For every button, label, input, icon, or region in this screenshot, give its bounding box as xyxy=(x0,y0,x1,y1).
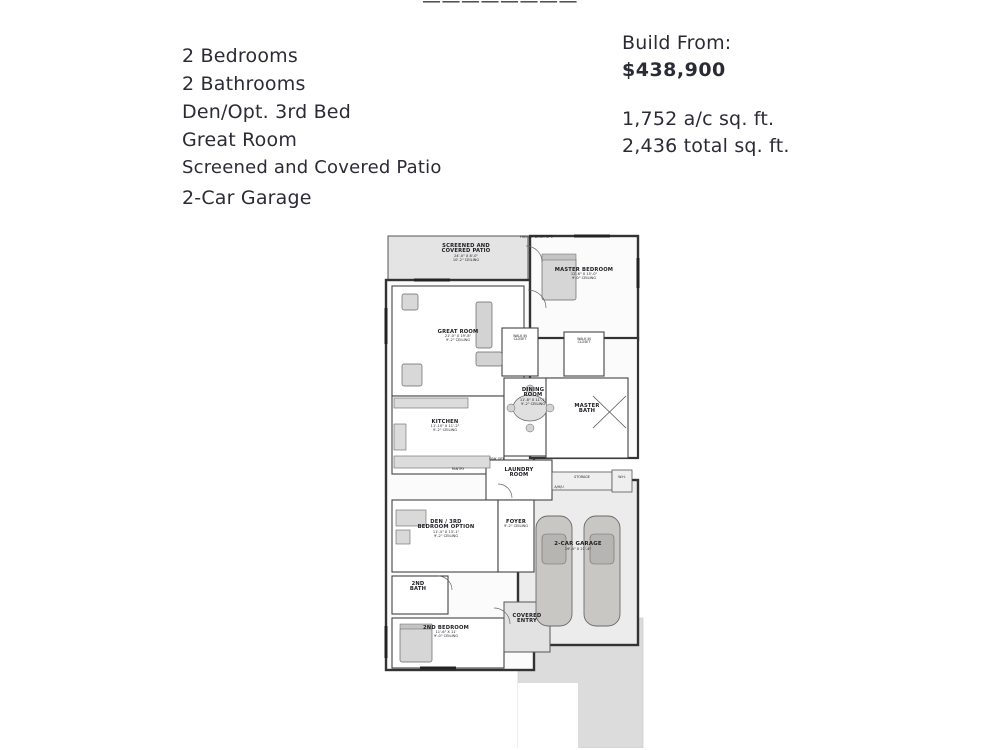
label-french-door-opt: FRENCH DOOR OPT. xyxy=(520,235,553,239)
label-second-bedroom: 2ND BEDROOM 11'-6" X 11' 9'-0" CEILING xyxy=(422,625,470,639)
label-screened-patio: SCREENED AND COVERED PATIO 24'-0" X 8'-0" 10'-2" CEILING xyxy=(441,243,491,262)
feature-item: 2-Car Garage xyxy=(182,187,312,209)
label-great-room: GREAT ROOM 21'-0" X 19'-8" 9'-2" CEILING xyxy=(437,329,479,343)
sofa xyxy=(476,302,492,348)
walk-in-closet-2 xyxy=(564,332,604,376)
square-footage xyxy=(622,106,790,160)
dining-chair xyxy=(507,404,515,412)
feature-item: Screened and Covered Patio xyxy=(182,157,442,178)
feature-item: Great Room xyxy=(182,129,298,151)
den-desk xyxy=(396,510,426,526)
feature-item: 2 Bedrooms xyxy=(182,45,298,67)
floorplan-diagram xyxy=(378,228,648,748)
water-heater-area xyxy=(612,470,632,492)
loveseat xyxy=(476,352,502,366)
build-from-label: Build From: xyxy=(622,32,732,54)
dining-table xyxy=(513,395,547,421)
label-sink-opt: SINK OPT. xyxy=(489,457,505,461)
chair xyxy=(402,294,418,310)
kitchen-counter xyxy=(394,398,468,408)
walk-in-closet-1 xyxy=(502,328,538,376)
patio-slab xyxy=(388,236,528,284)
foyer-walls xyxy=(498,500,534,572)
label-covered-entry: COVERED ENTRY xyxy=(512,613,542,625)
kitchen-island xyxy=(394,456,490,468)
pricing-block xyxy=(622,30,790,160)
dining-chair xyxy=(546,404,554,412)
label-master-bath: MASTER BATH xyxy=(574,403,600,415)
label-pantry: PANTRY xyxy=(451,467,465,471)
refrigerator xyxy=(394,424,406,450)
floorplan-svg xyxy=(378,228,648,748)
label-kitchen: KITCHEN 11'-10" X 11'-2" 9'-2" CEILING xyxy=(430,419,460,433)
den-chair xyxy=(396,530,410,544)
feature-item: 2 Bathrooms xyxy=(182,73,306,95)
total-sqft: 2,436 total sq. ft. xyxy=(622,135,790,157)
car-right xyxy=(584,516,620,626)
label-master-bedroom: MASTER BEDROOM 12'-6" X 15'-0" 9'-0" CEILING xyxy=(554,267,614,281)
label-dining-room: DINING ROOM 11'-8" X 11'-1" 9'-2" CEILING xyxy=(519,387,547,406)
label-laundry-room: LAUNDRY ROOM xyxy=(504,467,534,479)
car-left xyxy=(536,516,572,626)
label-storage: STORAGE xyxy=(574,475,590,479)
master-headboard xyxy=(542,254,576,260)
car-right-cabin xyxy=(590,534,614,564)
label-den-third-bedroom: DEN / 3RD BEDROOM OPTION 11'-4" X 13'-1" 9'-2" CEILING xyxy=(417,519,475,538)
armchair xyxy=(402,364,422,386)
label-walk-in-closet-1: WALK IN CLOSET xyxy=(513,334,527,342)
ac-sqft: 1,752 a/c sq. ft. xyxy=(622,108,775,130)
second-bed xyxy=(400,628,432,662)
second-bath-walls xyxy=(392,576,448,614)
master-bed xyxy=(542,258,576,300)
feature-item: Den/Opt. 3rd Bed xyxy=(182,101,351,123)
page-title-cropped xyxy=(0,0,1000,4)
label-second-bath: 2ND BATH xyxy=(409,581,427,593)
features-list xyxy=(182,42,442,212)
car-left-cabin xyxy=(542,534,566,564)
label-air-handler: A/H/U xyxy=(554,485,564,489)
second-headboard xyxy=(400,624,432,629)
dining-chair xyxy=(526,424,534,432)
price-value: $438,900 xyxy=(622,59,726,81)
storage-area xyxy=(552,472,612,490)
label-foyer: FOYER 9'-2" CEILING xyxy=(503,519,529,529)
label-two-car-garage: 2-CAR GARAGE 19'-4" X 21'-4" xyxy=(554,541,602,551)
label-water-heater: W.H. xyxy=(618,475,626,479)
dining-chair xyxy=(526,385,534,393)
label-walk-in-closet-2: WALK IN CLOSET xyxy=(577,337,591,345)
